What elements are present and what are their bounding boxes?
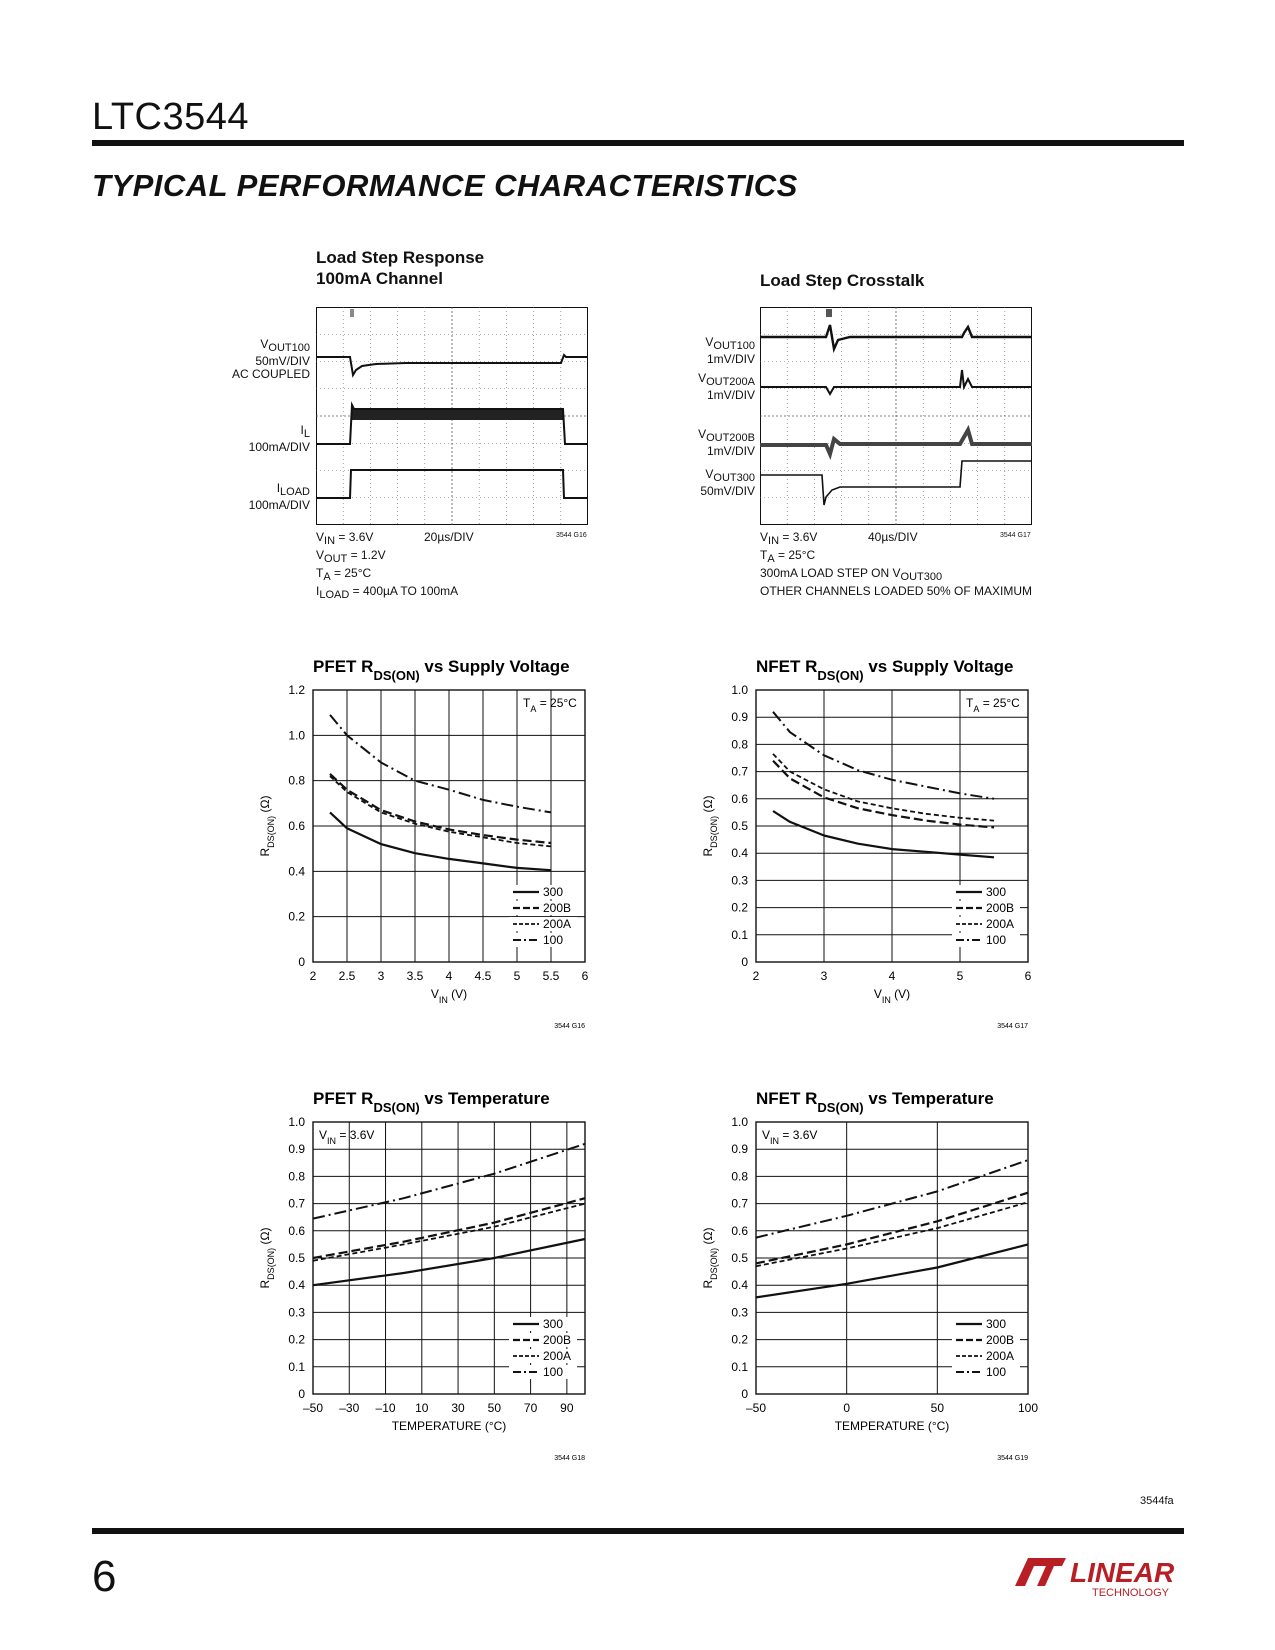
y-tick-label: 0.2: [288, 909, 305, 924]
part-number: LTC3544: [92, 96, 250, 138]
x-tick-label: 3.5: [406, 969, 424, 983]
scope1-title-line1: Load Step Response: [316, 248, 485, 267]
scope1-screen: [316, 307, 588, 525]
x-tick-label: –50: [745, 1401, 767, 1415]
y-tick-label: 0.5: [731, 1251, 748, 1265]
y-tick-label: 0: [298, 955, 305, 969]
chart-annotation: $T_A = 25^\circ C$: [966, 696, 1020, 714]
x-tick-label: –50: [302, 1401, 324, 1415]
x-tick-label: 4: [445, 969, 453, 983]
y-tick-label: 0.7: [731, 764, 748, 779]
y-tick-label: 0.4: [731, 846, 748, 861]
scope1-trace-label-vout: VOUT100 50mV/DIV AC COUPLED: [231, 337, 310, 381]
y-tick-label: 1.0: [731, 1115, 748, 1129]
y-tick-label: 1.0: [288, 1115, 305, 1129]
scope2-trace-label-vout100: VOUT100 1mV/DIV: [705, 335, 755, 366]
y-tick-label: 0.7: [288, 1196, 305, 1211]
y-tick-label: 0.3: [731, 1305, 748, 1320]
chart-title: NFET $R_{DS(ON)}$ vs Temperature: [756, 1089, 994, 1115]
figure-code: 3544 G19: [997, 1455, 1028, 1462]
y-tick-label: 0.8: [288, 1169, 305, 1184]
y-tick-label: 0.1: [731, 1359, 748, 1374]
x-tick-label: 3: [820, 969, 828, 983]
logo-text: LINEAR: [1070, 1557, 1175, 1588]
chart-pfet-temp: [250, 1082, 610, 1462]
legend-label-100: 100: [986, 1365, 1007, 1379]
legend-label-300: 300: [986, 1317, 1007, 1331]
chart-nfet-vin: [693, 650, 1053, 1030]
scope1-timebase: 20µs/DIV: [424, 530, 474, 544]
x-axis-label: $V_{IN}$ (V): [873, 987, 911, 1005]
x-tick-label: 4: [888, 969, 896, 983]
legend-label-200A: 200A: [986, 917, 1015, 931]
scope2-timebase: 40µs/DIV: [868, 530, 918, 544]
page-number: 6: [92, 1552, 117, 1601]
scope1-title-line2: 100mA Channel: [316, 269, 443, 288]
chart-nfet-temp: [693, 1082, 1053, 1462]
series-line-100: [330, 715, 551, 813]
x-axis-label: $V_{IN}$ (V): [430, 987, 468, 1005]
y-tick-label: 0.6: [731, 791, 748, 806]
y-tick-label: 1.0: [731, 683, 748, 697]
series-line-300: [313, 1239, 585, 1285]
y-tick-label: 0.6: [288, 819, 305, 833]
series-line-300: [330, 812, 551, 870]
y-tick-label: 0.3: [731, 873, 748, 888]
legend-label-300: 300: [543, 1317, 564, 1331]
header-rule: [92, 140, 1184, 146]
y-tick-label: 0.9: [731, 1142, 748, 1157]
y-tick-label: 1.0: [288, 728, 305, 743]
y-tick-label: 0.8: [731, 1169, 748, 1184]
x-tick-label: 2: [309, 969, 317, 983]
x-tick-label: –10: [375, 1401, 396, 1415]
y-axis-label: $R_{DS(ON)}$ (Ω): [258, 1227, 276, 1289]
series-line-100: [313, 1144, 585, 1219]
scope1-figure-code: 3544 G16: [556, 532, 587, 539]
scope2-title: Load Step Crosstalk: [760, 271, 925, 290]
y-tick-label: 0.5: [731, 819, 748, 833]
logo-subtext: TECHNOLOGY: [1092, 1587, 1170, 1599]
y-tick-label: 0: [298, 1387, 305, 1401]
scope1-conditions: VIN = 3.6V VOUT = 1.2V TA = 25°C ILOAD = 400µA TO 100mA: [316, 530, 459, 601]
y-axis-label: $R_{DS(ON)}$ (Ω): [701, 1227, 719, 1289]
y-tick-label: 0: [741, 955, 748, 969]
chart-title: PFET $R_{DS(ON)}$ vs Temperature: [313, 1089, 550, 1115]
scope2-conditions: VIN = 3.6V TA = 25°C 300mA LOAD STEP ON VOUT300 OTHER CHANNELS LOADED 50% OF MAXIMUM: [760, 530, 1033, 598]
document-id: 3544fa: [1140, 1495, 1174, 1507]
y-tick-label: 0.5: [288, 1251, 305, 1265]
chart-title: NFET $R_{DS(ON)}$ vs Supply Voltage: [756, 657, 1014, 683]
series-line-200B: [313, 1198, 585, 1258]
x-tick-label: 2.5: [338, 969, 356, 983]
x-tick-label: 30: [451, 1401, 465, 1415]
legend-label-200A: 200A: [543, 1349, 572, 1363]
legend-label-200B: 200B: [543, 901, 572, 915]
y-tick-label: 0.8: [731, 737, 748, 752]
x-tick-label: –30: [339, 1401, 360, 1415]
legend-label-200A: 200A: [986, 1349, 1015, 1363]
figure-code: 3544 G16: [554, 1023, 585, 1030]
x-tick-label: 100: [1017, 1401, 1039, 1415]
y-tick-label: 0: [741, 1387, 748, 1401]
series-line-200B: [330, 774, 551, 843]
scope2-figure-code: 3544 G17: [1000, 532, 1031, 539]
legend-label-300: 300: [543, 885, 564, 899]
y-axis-label: $R_{DS(ON)}$ (Ω): [258, 795, 276, 857]
figure-code: 3544 G18: [554, 1455, 585, 1462]
scope1-trace-label-iload: ILOAD 100mA/DIV: [248, 481, 310, 512]
scope2-screen: [760, 307, 1032, 525]
x-tick-label: 90: [560, 1401, 574, 1415]
chart-annotation: $T_A = 25^\circ C$: [523, 696, 577, 714]
x-tick-label: 0: [843, 1401, 851, 1415]
x-tick-label: 5: [513, 969, 521, 983]
y-tick-label: 0.2: [731, 900, 748, 915]
legend-label-200B: 200B: [986, 1333, 1015, 1347]
x-tick-label: 5.5: [542, 969, 560, 983]
x-tick-label: 4.5: [474, 969, 492, 983]
chart-annotation: $V_{IN} = 3.6V$: [762, 1128, 818, 1146]
x-tick-label: 6: [581, 969, 589, 983]
y-tick-label: 0.6: [288, 1223, 305, 1238]
section-title: TYPICAL PERFORMANCE CHARACTERISTICS: [92, 168, 798, 203]
y-tick-label: 0.4: [288, 1278, 305, 1293]
scope2-trace-label-vout300: VOUT300 50mV/DIV: [700, 467, 755, 498]
series-line-300: [756, 1244, 1028, 1297]
legend-label-200B: 200B: [986, 901, 1015, 915]
x-tick-label: 5: [956, 969, 964, 983]
scope1-trace-label-il: IL 100mA/DIV: [248, 423, 310, 454]
series-line-200A: [756, 1202, 1028, 1266]
scope1-title: [316, 247, 484, 289]
y-tick-label: 0.4: [731, 1278, 748, 1293]
legend-label-100: 100: [543, 1365, 564, 1379]
legend-label-200B: 200B: [543, 1333, 572, 1347]
y-tick-label: 0.8: [288, 773, 305, 788]
y-tick-label: 0.9: [731, 710, 748, 725]
y-tick-label: 0.1: [731, 927, 748, 942]
legend-label-200A: 200A: [543, 917, 572, 931]
y-tick-label: 1.2: [288, 683, 305, 697]
series-line-100: [773, 712, 994, 799]
footer-rule: [92, 1528, 1184, 1534]
linear-technology-logo: [1010, 1552, 1185, 1602]
x-tick-label: 70: [523, 1401, 538, 1415]
y-tick-label: 0.4: [288, 864, 305, 879]
y-tick-label: 0.3: [288, 1305, 305, 1320]
legend-label-100: 100: [986, 933, 1007, 947]
y-tick-label: 0.6: [731, 1223, 748, 1238]
x-tick-label: 50: [487, 1401, 502, 1415]
y-tick-label: 0.9: [288, 1142, 305, 1157]
y-axis-label: $R_{DS(ON)}$ (Ω): [701, 795, 719, 857]
y-tick-label: 0.1: [288, 1359, 305, 1374]
y-tick-label: 0.2: [288, 1332, 305, 1347]
x-axis-label: TEMPERATURE (°C): [391, 1419, 507, 1433]
x-tick-label: 50: [930, 1401, 945, 1415]
legend-label-300: 300: [986, 885, 1007, 899]
chart-annotation: $V_{IN} = 3.6V$: [319, 1128, 375, 1146]
x-axis-label: TEMPERATURE (°C): [834, 1419, 950, 1433]
x-tick-label: 2: [752, 969, 760, 983]
figure-code: 3544 G17: [997, 1023, 1028, 1030]
chart-pfet-vin: [250, 650, 610, 1030]
y-tick-label: 0.2: [731, 1332, 748, 1347]
series-line-100: [756, 1160, 1028, 1238]
y-tick-label: 0.7: [731, 1196, 748, 1211]
x-tick-label: 6: [1024, 969, 1032, 983]
scope2-trace-label-vout200a: VOUT200A 1mV/DIV: [698, 371, 755, 402]
x-tick-label: 10: [415, 1401, 429, 1415]
scope2-trace-label-vout200b: VOUT200B 1mV/DIV: [698, 427, 755, 458]
chart-title: PFET $R_{DS(ON)}$ vs Supply Voltage: [313, 657, 570, 683]
legend-label-100: 100: [543, 933, 564, 947]
x-tick-label: 3: [377, 969, 385, 983]
